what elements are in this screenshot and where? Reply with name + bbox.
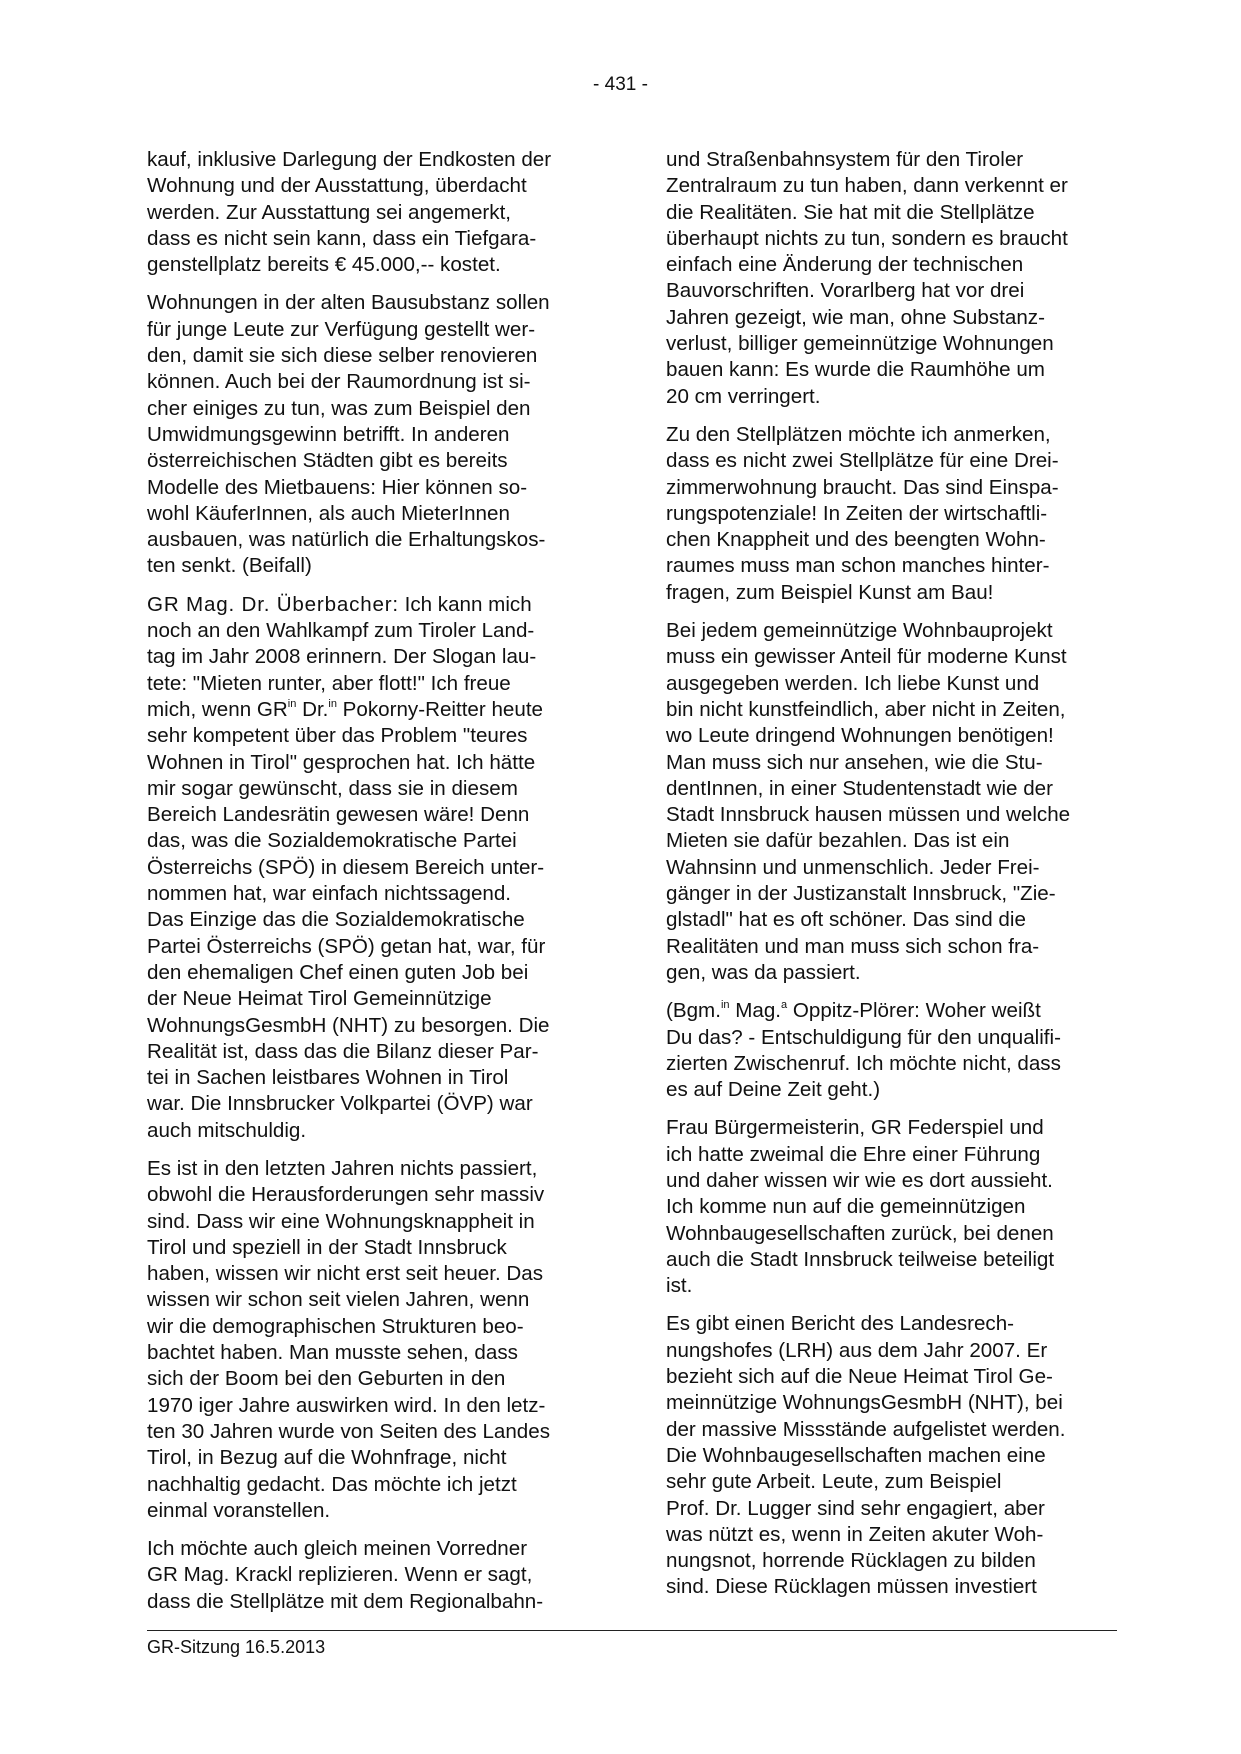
text-fragment: Mag. (729, 999, 782, 1023)
right-column (666, 147, 1128, 1613)
text-line: Es gibt einen Bericht des Landesrech- (666, 1312, 1015, 1336)
text-line: raumes muss man schon manches hinter- (666, 554, 1050, 578)
text-line: fragen, zum Beispiel Kunst am Bau! (666, 580, 994, 604)
superscript: in (720, 999, 730, 1012)
text-line: Frau Bürgermeisterin, GR Federspiel und (666, 1116, 1044, 1140)
text-line: war. Die Innsbrucker Volkpartei (ÖVP) war (147, 1092, 533, 1116)
text-line: ausgegeben werden. Ich liebe Kunst und (666, 671, 1040, 695)
text-line: überhaupt nichts zu tun, sondern es braucht (666, 226, 1068, 250)
text-line: Du das? - Entschuldigung für den unqualifi- (666, 1025, 1061, 1049)
text-line (147, 697, 599, 723)
text-line: verlust, billiger gemeinnützige Wohnungen (666, 332, 1054, 356)
text-line (666, 998, 1128, 1024)
text-line: für junge Leute zur Verfügung gestellt wer- (147, 317, 536, 341)
text-line: sehr kompetent über das Problem "teures (147, 724, 528, 748)
text-line: ist. (666, 1274, 693, 1298)
text-line: und daher wissen wir wie es dort aussieht. (666, 1168, 1053, 1192)
text-line: GR Mag. Krackl replizieren. Wenn er sagt, (147, 1563, 533, 1587)
text-line: noch an den Wahlkampf zum Tiroler Land- (147, 619, 535, 643)
text-line (147, 592, 599, 618)
text-line: auch die Stadt Innsbruck teilweise beteiligt (666, 1247, 1055, 1271)
text-line: wohl KäuferInnen, als auch MieterInnen (147, 501, 510, 525)
text-line: sehr gute Arbeit. Leute, zum Beispiel (666, 1470, 1002, 1494)
text-line: Jahren gezeigt, wie man, ohne Substanz- (666, 305, 1045, 329)
text-line: meinnützige WohnungsGesmbH (NHT), bei (666, 1391, 1063, 1415)
text-line: Mieten sie dafür bezahlen. Das ist ein (666, 829, 1010, 853)
text-line: dass es nicht sein kann, dass ein Tiefgara- (147, 226, 537, 250)
text-line: was nützt es, wenn in Zeiten akuter Woh- (666, 1522, 1044, 1546)
paragraph (147, 1156, 599, 1524)
text-line: mir sogar gewünscht, dass sie in diesem (147, 776, 518, 800)
text-line: auch mitschuldig. (147, 1118, 307, 1142)
text-line: bin nicht kunstfeindlich, aber nicht in Zeiten, (666, 697, 1066, 721)
text-line: sind. Diese Rücklagen müssen investiert (666, 1575, 1037, 1599)
text-line: muss ein gewisser Anteil für moderne Kunst (666, 645, 1067, 669)
text-line: und Straßenbahnsystem für den Tiroler (666, 148, 1024, 171)
text-line: sind. Dass wir eine Wohnungsknappheit in (147, 1209, 535, 1233)
text-line: Stadt Innsbruck hausen müssen und welche (666, 803, 1071, 827)
text-line: Ich komme nun auf die gemeinnützigen (666, 1195, 1026, 1219)
page-number: - 431 - (593, 74, 648, 95)
text-line: einfach eine Änderung der technischen (666, 253, 1024, 277)
text-line: das, was die Sozialdemokratische Partei (147, 829, 517, 853)
text-line: Realitäten und man muss sich schon fra- (666, 934, 1040, 958)
paragraph (147, 1536, 599, 1615)
text-line: tete: "Mieten runter, aber flott!" Ich freue (147, 671, 511, 695)
text-line: Die Wohnbaugesellschaften machen eine (666, 1443, 1046, 1467)
text-line: WohnungsGesmbH (NHT) zu besorgen. Die (147, 1013, 550, 1037)
text-line: Wohnbaugesellschaften zurück, bei denen (666, 1221, 1054, 1245)
paragraph (666, 1311, 1128, 1600)
text-line: genstellplatz bereits € 45.000,-- kostet. (147, 253, 501, 277)
text-line: Man muss sich nur ansehen, wie die Stu- (666, 750, 1043, 774)
text-line: zimmerwohnung braucht. Das sind Einspa- (666, 475, 1059, 499)
text-line: gen, was da passiert. (666, 960, 861, 984)
text-line: nungshofes (LRH) aus dem Jahr 2007. Er (666, 1338, 1048, 1362)
text-line: Realität ist, dass das die Bilanz dieser Par- (147, 1039, 539, 1063)
text-line: sich der Boom bei den Geburten in den (147, 1367, 506, 1391)
text-line: bezieht sich auf die Neue Heimat Tirol Ge- (666, 1365, 1053, 1389)
text-line: wissen wir schon seit vielen Jahren, wenn (147, 1288, 530, 1312)
superscript: a (781, 999, 788, 1012)
text-line: dass die Stellplätze mit dem Regionalbahn- (147, 1589, 544, 1613)
text-line: Modelle des Mietbauens: Hier können so- (147, 475, 528, 499)
footer-divider (147, 1630, 1117, 1631)
text-line: dentInnen, in einer Studentenstadt wie der (666, 776, 1053, 800)
text-fragment: Oppitz-Plörer: Woher weißt (787, 999, 1041, 1023)
text-line: glstadl" hat es oft schöner. Das sind die (666, 908, 1026, 932)
text-fragment: mich, wenn GR (147, 697, 288, 721)
text-line: Prof. Dr. Lugger sind sehr engagiert, aber (666, 1496, 1045, 1520)
text-line: ten 30 Jahren wurde von Seiten des Landes (147, 1419, 551, 1443)
text-line: Ich möchte auch gleich meinen Vorredner (147, 1537, 528, 1561)
text-line: den ehemaligen Chef einen guten Job bei (147, 960, 529, 984)
text-fragment: Dr. (296, 697, 329, 721)
text-line: österreichischen Städten gibt es bereits (147, 449, 508, 473)
text-line: kauf, inklusive Darlegung der Endkosten der (147, 148, 552, 171)
speaker-name: GR Mag. Dr. Überbacher: (147, 592, 399, 616)
text-line: rungspotenziale! In Zeiten der wirtschaftli- (666, 501, 1048, 525)
text-line: wir die demographischen Strukturen beo- (147, 1314, 524, 1338)
text-fragment: Pokorny-Reitter heute (336, 697, 543, 721)
text-line: wo Leute dringend Wohnungen benötigen! (666, 724, 1054, 748)
text-line: Österreichs (SPÖ) in diesem Bereich unter- (147, 855, 545, 879)
text-line: cher einiges zu tun, was zum Beispiel den (147, 396, 531, 420)
paragraph (666, 422, 1128, 606)
text-line: bauen kann: Es wurde die Raumhöhe um (666, 358, 1045, 382)
text-line: Wohnung und der Ausstattung, überdacht (147, 174, 527, 198)
interjection-paragraph (666, 998, 1128, 1103)
text-line: Das Einzige das die Sozialdemokratische (147, 908, 525, 932)
text-line: es auf Deine Zeit geht.) (666, 1078, 881, 1102)
text-line: chen Knappheit und des beengten Wohn- (666, 528, 1046, 552)
text-line: den, damit sie sich diese selber renovieren (147, 344, 538, 368)
text-line: haben, wissen wir nicht erst seit heuer. Das (147, 1262, 544, 1286)
text-line: Partei Österreichs (SPÖ) getan hat, war, für (147, 934, 546, 958)
text-line: Wahnsinn und unmenschlich. Jeder Frei- (666, 855, 1040, 879)
text-line: Zu den Stellplätzen möchte ich anmerken, (666, 422, 1051, 446)
text-line: Tirol, in Bezug auf die Wohnfrage, nicht (147, 1446, 507, 1470)
paragraph (666, 147, 1128, 410)
left-column (147, 147, 599, 1627)
speech-paragraph (147, 592, 599, 1144)
text-fragment: Ich kann mich (398, 592, 532, 616)
text-line: 20 cm verringert. (666, 384, 821, 408)
text-line: nachhaltig gedacht. Das möchte ich jetzt (147, 1472, 517, 1496)
paragraph (147, 147, 599, 278)
text-line: dass es nicht zwei Stellplätze für eine Drei- (666, 449, 1059, 473)
text-line: Wohnungen in der alten Bausubstanz sollen (147, 291, 550, 315)
footer-text: GR-Sitzung 16.5.2013 (147, 1637, 326, 1657)
paragraph (666, 1115, 1128, 1299)
text-line: ten senkt. (Beifall) (147, 554, 312, 578)
text-line: nungsnot, horrende Rücklagen zu bilden (666, 1549, 1036, 1573)
text-line: die Realitäten. Sie hat mit die Stellplätze (666, 200, 1035, 224)
paragraph (147, 290, 599, 579)
text-line: Zentralraum zu tun haben, dann verkennt er (666, 174, 1068, 198)
text-line: 1970 iger Jahre auswirken wird. In den letz- (147, 1393, 546, 1417)
text-line: Bauvorschriften. Vorarlberg hat vor drei (666, 279, 1025, 303)
text-line: Tirol und speziell in der Stadt Innsbruck (147, 1235, 507, 1259)
text-fragment: (Bgm. (666, 999, 721, 1023)
text-line: der massive Missstände aufgelistet werden. (666, 1417, 1066, 1441)
text-line: nommen hat, war einfach nichtssagend. (147, 882, 512, 906)
text-line: Wohnen in Tirol" gesprochen hat. Ich hätte (147, 750, 536, 774)
text-line: tag im Jahr 2008 erinnern. Der Slogan lau- (147, 645, 537, 669)
text-line: tei in Sachen leistbares Wohnen in Tirol (147, 1066, 509, 1090)
text-line: Bei jedem gemeinnützige Wohnbauprojekt (666, 619, 1053, 643)
text-line: einmal voranstellen. (147, 1498, 331, 1522)
superscript: in (287, 697, 297, 710)
text-line: der Neue Heimat Tirol Gemeinnützige (147, 987, 492, 1011)
paragraph (666, 618, 1128, 986)
text-line: obwohl die Herausforderungen sehr massiv (147, 1183, 545, 1207)
text-line: zierten Zwischenruf. Ich möchte nicht, dass (666, 1051, 1061, 1075)
text-line: gänger in der Justizanstalt Innsbruck, "Zie- (666, 882, 1056, 906)
superscript: in (328, 697, 337, 710)
text-line: Es ist in den letzten Jahren nichts passiert, (147, 1156, 538, 1180)
text-line: Umwidmungsgewinn betrifft. In anderen (147, 422, 510, 446)
text-line: können. Auch bei der Raumordnung ist si- (147, 370, 531, 394)
text-line: werden. Zur Ausstattung sei angemerkt, (147, 200, 512, 224)
text-line: ausbauen, was natürlich die Erhaltungskos- (147, 528, 546, 552)
text-line: ich hatte zweimal die Ehre einer Führung (666, 1142, 1041, 1166)
text-line: Bereich Landesrätin gewesen wäre! Denn (147, 803, 530, 827)
text-line: bachtet haben. Man musste sehen, dass (147, 1341, 518, 1365)
